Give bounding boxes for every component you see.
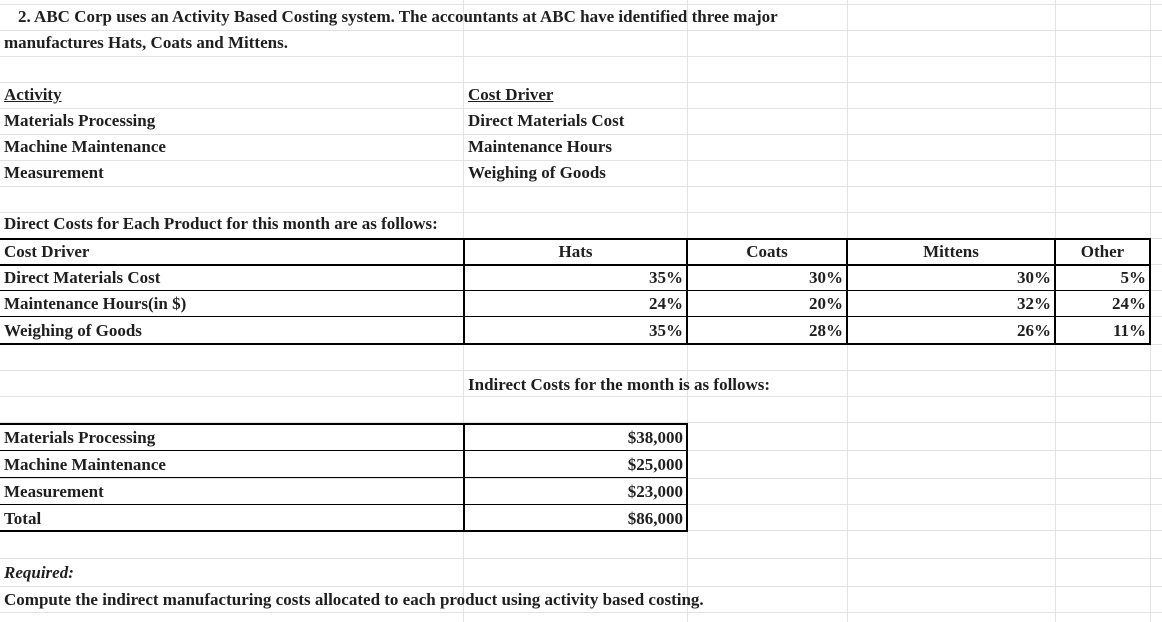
- activity-driver: Maintenance Hours: [468, 137, 613, 156]
- cell-hats: 35%: [649, 321, 683, 340]
- question-line-1: 2. ABC Corp uses an Activity Based Costing system. The accountants at ABC have identified three major: [18, 7, 778, 26]
- cell-hats: 24%: [649, 294, 683, 313]
- table-row-label: Direct Materials Cost: [4, 268, 161, 287]
- indirect-row-label: Measurement: [4, 482, 104, 501]
- indirect-amount: $23,000: [627, 482, 683, 501]
- indirect-amount: $25,000: [627, 455, 683, 474]
- column-header-hats: Hats: [558, 242, 593, 261]
- direct-costs-caption: Direct Costs for Each Product for this month are as follows:: [4, 214, 438, 233]
- cell-other: 24%: [1112, 294, 1146, 313]
- activity-driver: Weighing of Goods: [468, 163, 606, 182]
- indirect-row-label: Machine Maintenance: [4, 455, 166, 474]
- cell-coats: 20%: [809, 294, 843, 313]
- activity-name: Materials Processing: [4, 111, 156, 130]
- required-heading: Required:: [4, 563, 74, 582]
- activity-header: Activity: [4, 85, 62, 104]
- indirect-total-label: Total: [4, 509, 42, 528]
- column-header-mittens: Mittens: [923, 242, 979, 261]
- column-header-cost-driver: Cost Driver: [4, 242, 90, 261]
- cell-mittens: 32%: [1017, 294, 1051, 313]
- cell-coats: 28%: [809, 321, 843, 340]
- cell-mittens: 30%: [1017, 268, 1051, 287]
- indirect-total-amount: $86,000: [627, 509, 683, 528]
- required-text: Compute the indirect manufacturing costs allocated to each product using activity based costing.: [4, 590, 704, 609]
- cell-mittens: 26%: [1017, 321, 1051, 340]
- activity-name: Measurement: [4, 163, 104, 182]
- indirect-row-label: Materials Processing: [4, 428, 156, 447]
- column-header-coats: Coats: [746, 242, 788, 261]
- indirect-costs-caption: Indirect Costs for the month is as follows:: [468, 375, 771, 394]
- cost-driver-header: Cost Driver: [468, 85, 554, 104]
- column-header-other: Other: [1080, 242, 1125, 261]
- cell-coats: 30%: [809, 268, 843, 287]
- indirect-amount: $38,000: [627, 428, 683, 447]
- table-row-label: Weighing of Goods: [4, 321, 142, 340]
- question-line-2: manufactures Hats, Coats and Mittens.: [4, 33, 288, 52]
- cell-other: 11%: [1112, 321, 1146, 340]
- cell-other: 5%: [1120, 268, 1146, 287]
- table-row-label: Maintenance Hours(in $): [4, 294, 187, 313]
- activity-driver: Direct Materials Cost: [468, 111, 625, 130]
- cell-hats: 35%: [649, 268, 683, 287]
- activity-name: Machine Maintenance: [4, 137, 166, 156]
